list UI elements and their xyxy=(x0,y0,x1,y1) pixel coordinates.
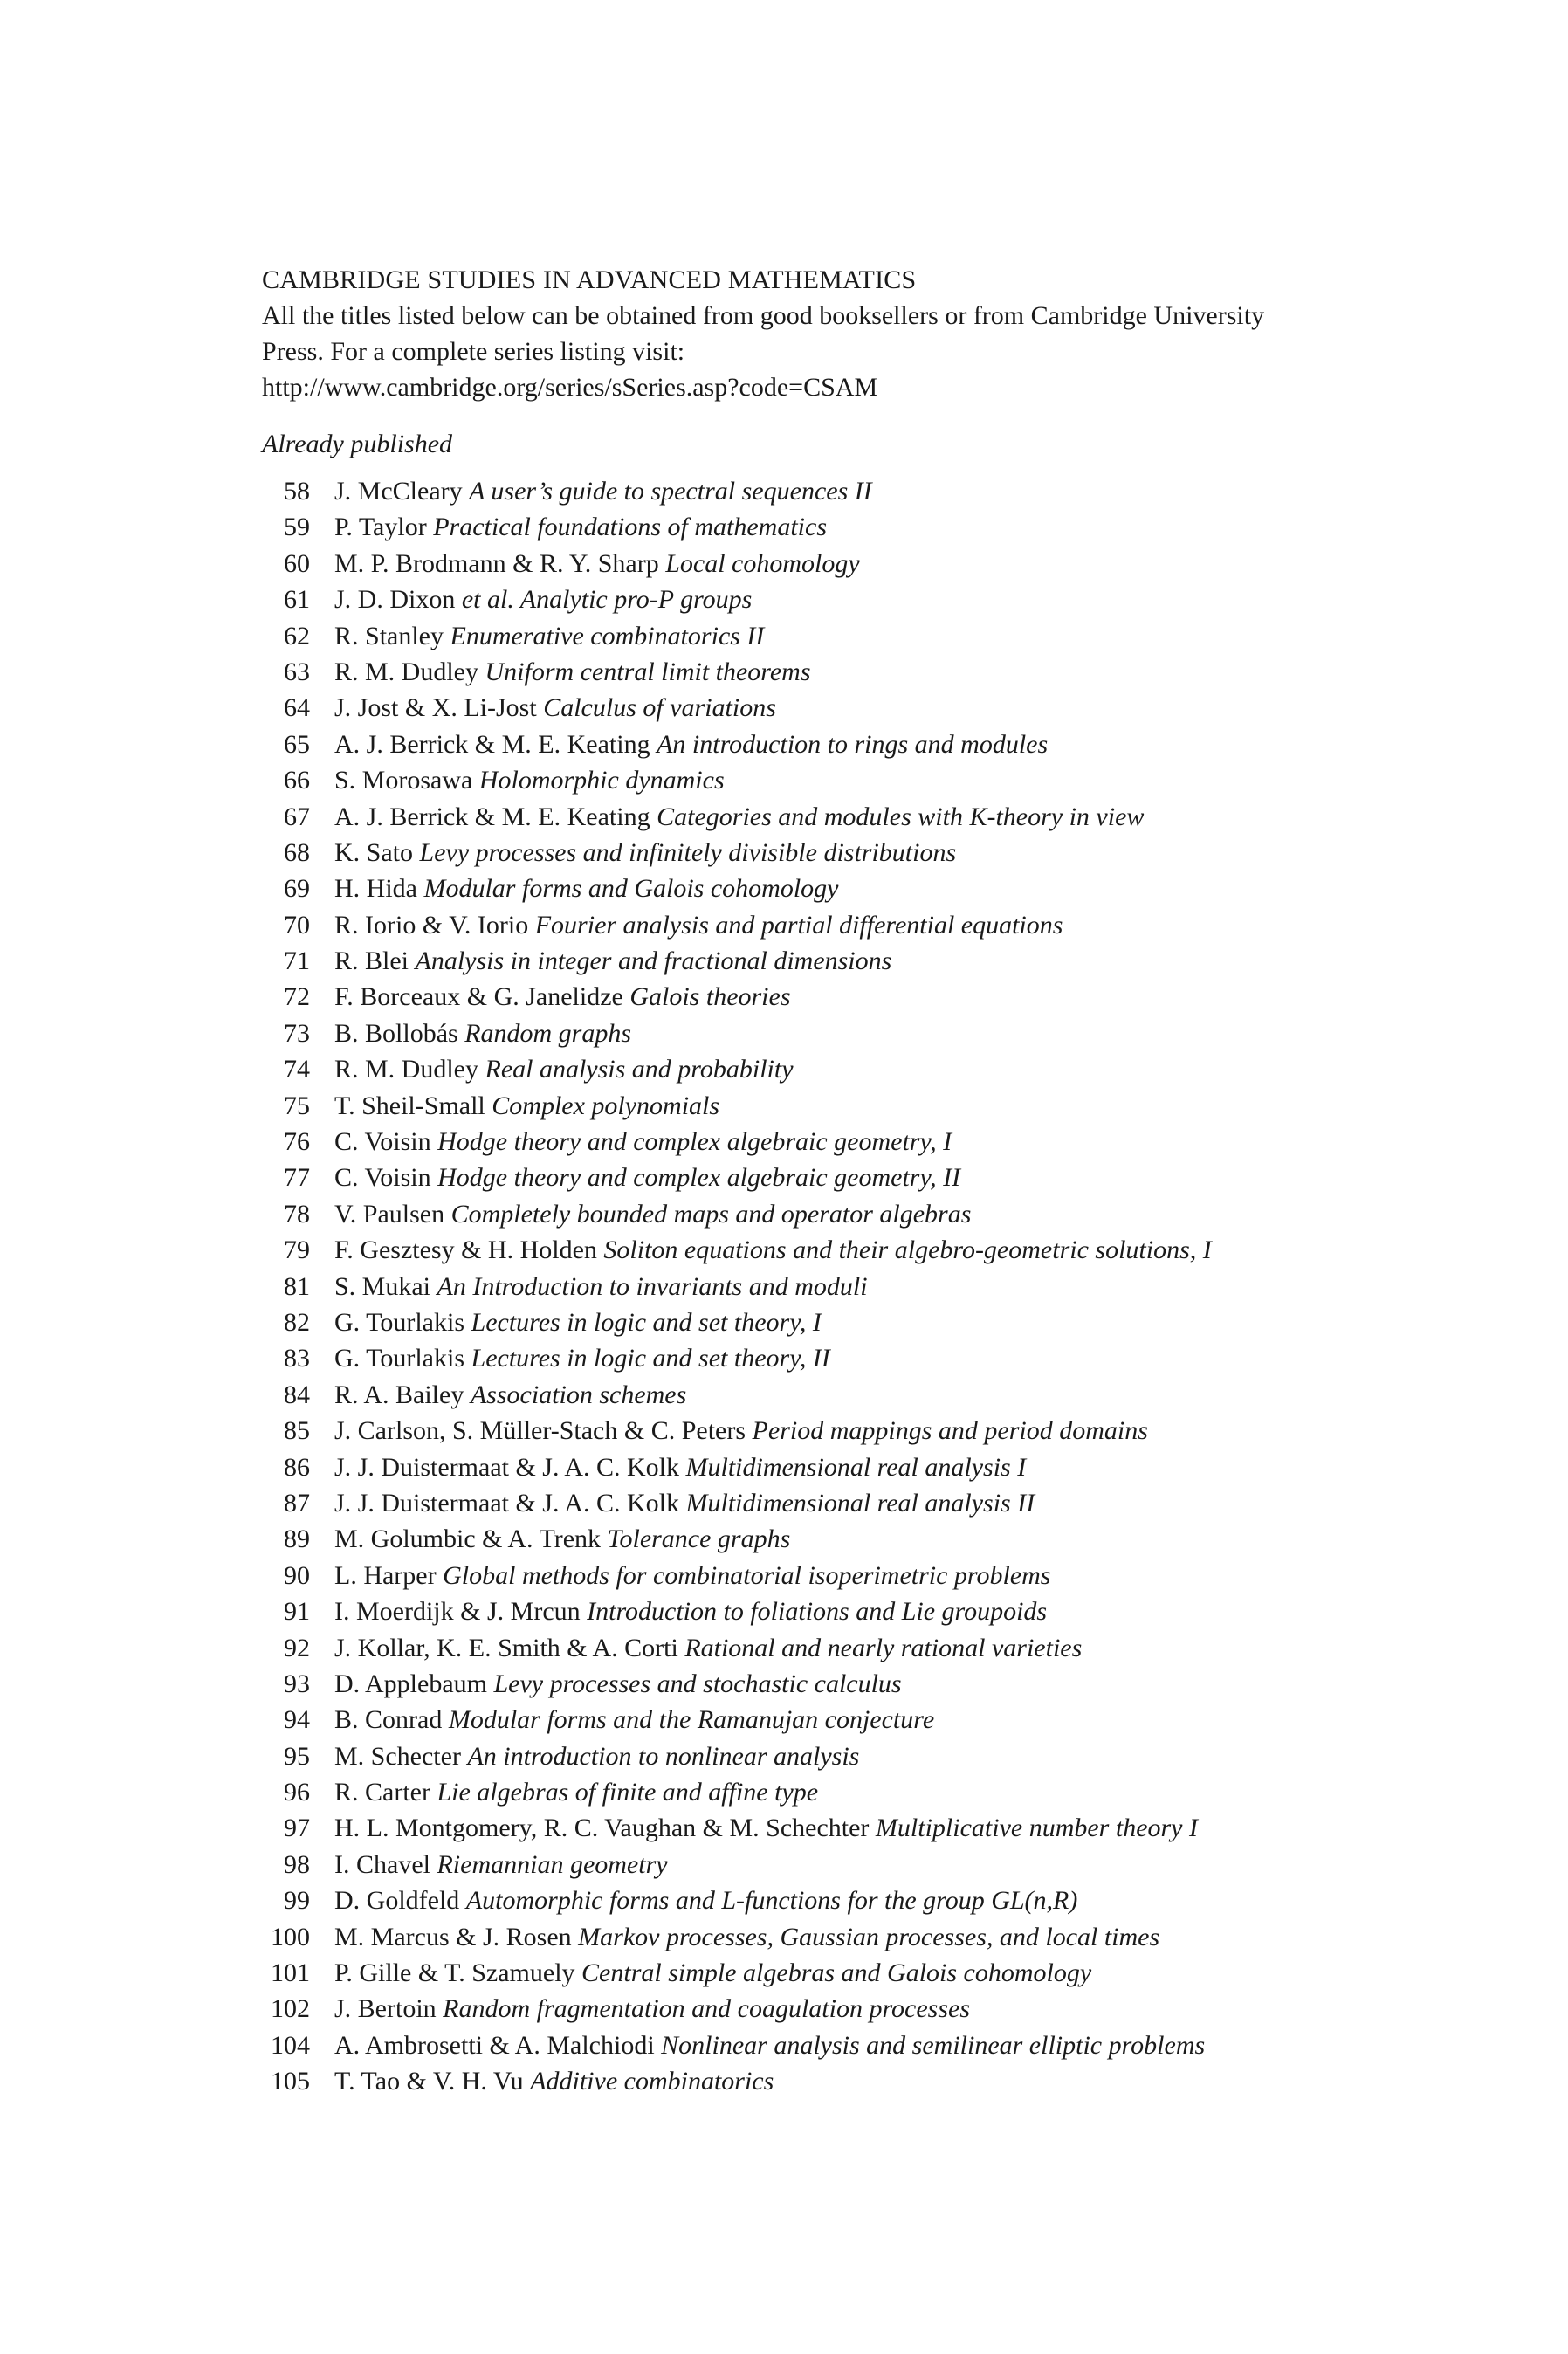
volume-number: 73 xyxy=(284,1018,310,1048)
book-title: Holomorphic dynamics xyxy=(478,766,725,795)
list-item xyxy=(262,1738,1406,1774)
volume-number: 87 xyxy=(284,1488,310,1518)
book-title: Multiplicative number theory I xyxy=(875,1814,1198,1843)
list-item xyxy=(262,1810,1406,1846)
list-item xyxy=(262,1847,1406,1883)
book-title: Lie algebras of finite and affine type xyxy=(437,1778,819,1807)
volume-number: 58 xyxy=(284,477,310,506)
volume-number: 100 xyxy=(271,1922,310,1951)
volume-number: 60 xyxy=(284,548,310,578)
book-entry xyxy=(334,1304,822,1340)
list-item xyxy=(262,979,1406,1015)
list-item xyxy=(262,1304,1406,1340)
list-item xyxy=(262,582,1406,617)
book-entry xyxy=(334,1196,971,1232)
list-item xyxy=(262,618,1406,654)
volume-number: 98 xyxy=(284,1849,310,1879)
book-title: Association schemes xyxy=(470,1380,687,1409)
book-entry xyxy=(334,1919,1159,1955)
volume-number: 81 xyxy=(284,1271,310,1301)
list-item xyxy=(262,1413,1406,1449)
list-item xyxy=(262,799,1406,835)
volume-number: 90 xyxy=(284,1560,310,1590)
volume-number: 77 xyxy=(284,1163,310,1193)
volume-number: 102 xyxy=(271,1994,310,2024)
list-item xyxy=(262,1160,1406,1195)
volume-number: 105 xyxy=(271,2067,310,2096)
page-content xyxy=(262,262,1406,2100)
book-title: An introduction to nonlinear analysis xyxy=(467,1741,860,1771)
list-item xyxy=(262,1485,1406,1521)
intro-line-1: All the titles listed below can be obtained from good booksellers or from Cambridge University xyxy=(262,301,1265,330)
book-entry xyxy=(334,1269,868,1304)
book-entry xyxy=(334,1377,686,1413)
volume-number: 59 xyxy=(284,513,310,542)
book-entry xyxy=(334,1883,1077,1918)
book-entry xyxy=(334,943,891,979)
list-item xyxy=(262,1593,1406,1629)
volume-number: 99 xyxy=(284,1886,310,1916)
book-author: R. A. Bailey xyxy=(334,1380,464,1409)
book-entry xyxy=(334,799,1144,835)
book-entry xyxy=(334,1160,960,1195)
book-entry xyxy=(334,762,725,798)
book-entry xyxy=(334,979,791,1015)
book-title: Lectures in logic and set theory, I xyxy=(471,1307,822,1337)
book-author: J. McCleary xyxy=(334,477,463,506)
book-author: H. Hida xyxy=(334,874,417,904)
book-author: J. Jost & X. Li-Jost xyxy=(334,693,537,723)
list-item xyxy=(262,1883,1406,1918)
book-entry xyxy=(334,1051,794,1087)
list-item xyxy=(262,1666,1406,1702)
book-title: Riemannian geometry xyxy=(437,1849,668,1879)
book-title: Uniform central limit theorems xyxy=(485,657,811,686)
list-item xyxy=(262,473,1406,509)
list-item xyxy=(262,1051,1406,1087)
volume-number: 74 xyxy=(284,1055,310,1084)
intro-line-2: Press. For a complete series listing visit: xyxy=(262,337,685,366)
book-entry xyxy=(334,1774,818,1810)
book-title: Fourier analysis and partial differential equations xyxy=(534,910,1063,940)
book-title: Lectures in logic and set theory, II xyxy=(471,1344,830,1373)
book-author: G. Tourlakis xyxy=(334,1307,465,1337)
book-author: J. D. Dixon xyxy=(334,585,456,615)
book-title: Levy processes and infinitely divisible distributions xyxy=(419,837,957,867)
volume-number: 78 xyxy=(284,1199,310,1229)
list-item xyxy=(262,1919,1406,1955)
list-item xyxy=(262,1521,1406,1557)
volume-number: 68 xyxy=(284,837,310,867)
list-item xyxy=(262,1991,1406,2027)
book-title: Hodge theory and complex algebraic geometry, II xyxy=(437,1163,961,1193)
book-author: D. Applebaum xyxy=(334,1669,487,1698)
volume-number: 76 xyxy=(284,1127,310,1157)
book-author: V. Paulsen xyxy=(334,1199,445,1229)
list-item xyxy=(262,907,1406,943)
book-author: L. Harper xyxy=(334,1560,437,1590)
volume-number: 62 xyxy=(284,621,310,650)
section-heading: Already published xyxy=(262,430,453,458)
book-title: Analysis in integer and fractional dimensions xyxy=(415,946,892,976)
book-title: Calculus of variations xyxy=(543,693,776,723)
book-author: F. Borceaux & G. Janelidze xyxy=(334,982,623,1012)
book-title: Additive combinatorics xyxy=(530,2067,774,2096)
book-entry xyxy=(334,1991,970,2027)
book-entry xyxy=(334,473,872,509)
volume-number: 93 xyxy=(284,1669,310,1698)
book-entry xyxy=(334,546,860,582)
volume-number: 92 xyxy=(284,1633,310,1662)
list-item xyxy=(262,726,1406,762)
book-list xyxy=(262,473,1406,2100)
book-author: J. J. Duistermaat & J. A. C. Kolk xyxy=(334,1488,679,1518)
book-entry xyxy=(334,835,956,871)
list-item xyxy=(262,943,1406,979)
list-item xyxy=(262,1449,1406,1485)
book-entry xyxy=(334,1015,631,1051)
list-item xyxy=(262,2063,1406,2099)
book-author: T. Sheil-Small xyxy=(334,1091,485,1120)
volume-number: 69 xyxy=(284,874,310,904)
book-author: C. Voisin xyxy=(334,1163,431,1193)
book-title: Tolerance graphs xyxy=(607,1525,791,1554)
book-author: B. Conrad xyxy=(334,1705,443,1735)
book-author: M. Marcus & J. Rosen xyxy=(334,1922,572,1951)
book-title: Soliton equations and their algebro-geometric solutions, I xyxy=(603,1236,1212,1265)
list-item xyxy=(262,509,1406,545)
book-author: M. Schecter xyxy=(334,1741,461,1771)
book-title: Hodge theory and complex algebraic geometry, I xyxy=(437,1127,952,1157)
volume-number: 91 xyxy=(284,1597,310,1627)
book-title: Categories and modules with K-theory in view xyxy=(657,802,1145,831)
list-item xyxy=(262,654,1406,690)
list-item xyxy=(262,1774,1406,1810)
book-title: Random graphs xyxy=(464,1018,632,1048)
book-title: Galois theories xyxy=(629,982,791,1012)
book-title: Global methods for combinatorial isoperimetric problems xyxy=(443,1560,1051,1590)
book-author: P. Gille & T. Szamuely xyxy=(334,1958,575,1988)
book-author: M. P. Brodmann & R. Y. Sharp xyxy=(334,548,659,578)
volume-number: 82 xyxy=(284,1307,310,1337)
book-author: G. Tourlakis xyxy=(334,1344,465,1373)
volume-number: 70 xyxy=(284,910,310,940)
book-entry xyxy=(334,907,1063,943)
book-entry xyxy=(334,1593,1047,1629)
book-title: Real analysis and probability xyxy=(485,1055,794,1084)
volume-number: 71 xyxy=(284,946,310,976)
book-title: A user’s guide to spectral sequences II xyxy=(469,477,872,506)
book-entry xyxy=(334,2063,774,2099)
book-author: R. Blei xyxy=(334,946,409,976)
volume-number: 66 xyxy=(284,766,310,795)
book-entry xyxy=(334,1340,830,1376)
book-title: Central simple algebras and Galois cohomology xyxy=(581,1958,1092,1988)
volume-number: 94 xyxy=(284,1705,310,1735)
volume-number: 83 xyxy=(284,1344,310,1373)
book-title: Period mappings and period domains xyxy=(752,1416,1148,1446)
volume-number: 67 xyxy=(284,802,310,831)
book-title: An Introduction to invariants and moduli xyxy=(437,1271,868,1301)
book-title: Random fragmentation and coagulation processes xyxy=(443,1994,971,2024)
book-title: et al. Analytic pro-P groups xyxy=(461,585,753,615)
book-title: Multidimensional real analysis II xyxy=(685,1488,1035,1518)
list-item xyxy=(262,1196,1406,1232)
book-entry xyxy=(334,1124,952,1160)
book-entry xyxy=(334,1232,1212,1268)
book-title: Multidimensional real analysis I xyxy=(685,1452,1027,1482)
book-author: J. Bertoin xyxy=(334,1994,437,2024)
volume-number: 84 xyxy=(284,1380,310,1409)
book-author: C. Voisin xyxy=(334,1127,431,1157)
book-author: P. Taylor xyxy=(334,513,427,542)
book-entry xyxy=(334,1413,1148,1449)
book-title: Nonlinear analysis and semilinear elliptic problems xyxy=(661,2030,1206,2060)
book-author: J. J. Duistermaat & J. A. C. Kolk xyxy=(334,1452,679,1482)
book-title: Complex polynomials xyxy=(492,1091,720,1120)
volume-number: 104 xyxy=(271,2030,310,2060)
book-title: An introduction to rings and modules xyxy=(657,729,1049,759)
book-title: Introduction to foliations and Lie groupoids xyxy=(587,1597,1048,1627)
book-entry xyxy=(334,1088,719,1124)
volume-number: 85 xyxy=(284,1416,310,1446)
list-item xyxy=(262,546,1406,582)
series-url: http://www.cambridge.org/series/sSeries.asp?code=CSAM xyxy=(262,373,878,402)
volume-number: 86 xyxy=(284,1452,310,1482)
book-entry xyxy=(334,1558,1050,1593)
book-author: K. Sato xyxy=(334,837,413,867)
book-author: R. Iorio & V. Iorio xyxy=(334,910,529,940)
book-entry xyxy=(334,690,776,726)
book-author: I. Moerdijk & J. Mrcun xyxy=(334,1597,581,1627)
volume-number: 65 xyxy=(284,729,310,759)
book-author: T. Tao & V. H. Vu xyxy=(334,2067,524,2096)
book-entry xyxy=(334,1810,1198,1846)
list-item xyxy=(262,2027,1406,2063)
book-entry xyxy=(334,618,764,654)
book-title: Enumerative combinatorics II xyxy=(450,621,765,650)
volume-number: 79 xyxy=(284,1236,310,1265)
book-title: Markov processes, Gaussian processes, and local times xyxy=(578,1922,1160,1951)
book-title: Modular forms and Galois cohomology xyxy=(423,874,839,904)
list-item xyxy=(262,1124,1406,1160)
list-item xyxy=(262,1702,1406,1738)
book-title: Local cohomology xyxy=(665,548,860,578)
series-title: CAMBRIDGE STUDIES IN ADVANCED MATHEMATICS xyxy=(262,265,917,294)
book-entry xyxy=(334,1449,1026,1485)
volume-number: 64 xyxy=(284,693,310,723)
book-entry xyxy=(334,2027,1205,2063)
volume-number: 101 xyxy=(271,1958,310,1988)
list-item xyxy=(262,1558,1406,1593)
book-author: R. M. Dudley xyxy=(334,1055,478,1084)
book-entry xyxy=(334,1955,1091,1991)
book-entry xyxy=(334,654,811,690)
book-author: R. Stanley xyxy=(334,621,444,650)
book-author: M. Golumbic & A. Trenk xyxy=(334,1525,602,1554)
book-title: Levy processes and stochastic calculus xyxy=(493,1669,902,1698)
book-title: Practical foundations of mathematics xyxy=(433,513,827,542)
book-author: I. Chavel xyxy=(334,1849,430,1879)
book-author: J. Carlson, S. Müller-Stach & C. Peters xyxy=(334,1416,746,1446)
book-title: Completely bounded maps and operator algebras xyxy=(450,1199,972,1229)
book-title: Rational and nearly rational varieties xyxy=(684,1633,1083,1662)
volume-number: 95 xyxy=(284,1741,310,1771)
book-entry xyxy=(334,1521,790,1557)
list-item xyxy=(262,1269,1406,1304)
book-entry xyxy=(334,1702,934,1738)
book-entry xyxy=(334,726,1048,762)
volume-number: 75 xyxy=(284,1091,310,1120)
book-author: D. Goldfeld xyxy=(334,1886,460,1916)
list-item xyxy=(262,690,1406,726)
book-author: A. J. Berrick & M. E. Keating xyxy=(334,802,650,831)
list-item xyxy=(262,1015,1406,1051)
volume-number: 63 xyxy=(284,657,310,686)
book-entry xyxy=(334,509,827,545)
list-item xyxy=(262,1955,1406,1991)
list-item xyxy=(262,762,1406,798)
book-title: Automorphic forms and L-functions for the group GL(n,R) xyxy=(465,1886,1078,1916)
book-author: S. Mukai xyxy=(334,1271,431,1301)
book-entry xyxy=(334,1485,1035,1521)
book-entry xyxy=(334,1738,859,1774)
book-author: J. Kollar, K. E. Smith & A. Corti xyxy=(334,1633,678,1662)
book-author: F. Gesztesy & H. Holden xyxy=(334,1236,597,1265)
book-author: A. J. Berrick & M. E. Keating xyxy=(334,729,650,759)
volume-number: 96 xyxy=(284,1778,310,1807)
book-author: A. Ambrosetti & A. Malchiodi xyxy=(334,2030,655,2060)
volume-number: 72 xyxy=(284,982,310,1012)
book-entry xyxy=(334,871,838,906)
list-item xyxy=(262,871,1406,906)
book-entry xyxy=(334,1666,902,1702)
book-entry xyxy=(334,1847,668,1883)
list-item xyxy=(262,1340,1406,1376)
list-item xyxy=(262,1088,1406,1124)
list-item xyxy=(262,1232,1406,1268)
book-title: Modular forms and the Ramanujan conjecture xyxy=(448,1705,935,1735)
book-entry xyxy=(334,582,752,617)
book-author: R. Carter xyxy=(334,1778,430,1807)
book-author: B. Bollobás xyxy=(334,1018,458,1048)
list-item xyxy=(262,1377,1406,1413)
list-item xyxy=(262,835,1406,871)
volume-number: 97 xyxy=(284,1814,310,1843)
list-item xyxy=(262,1630,1406,1666)
book-author: S. Morosawa xyxy=(334,766,473,795)
book-author: H. L. Montgomery, R. C. Vaughan & M. Schechter xyxy=(334,1814,870,1843)
volume-number: 61 xyxy=(284,585,310,615)
volume-number: 89 xyxy=(284,1525,310,1554)
book-author: R. M. Dudley xyxy=(334,657,478,686)
book-entry xyxy=(334,1630,1082,1666)
